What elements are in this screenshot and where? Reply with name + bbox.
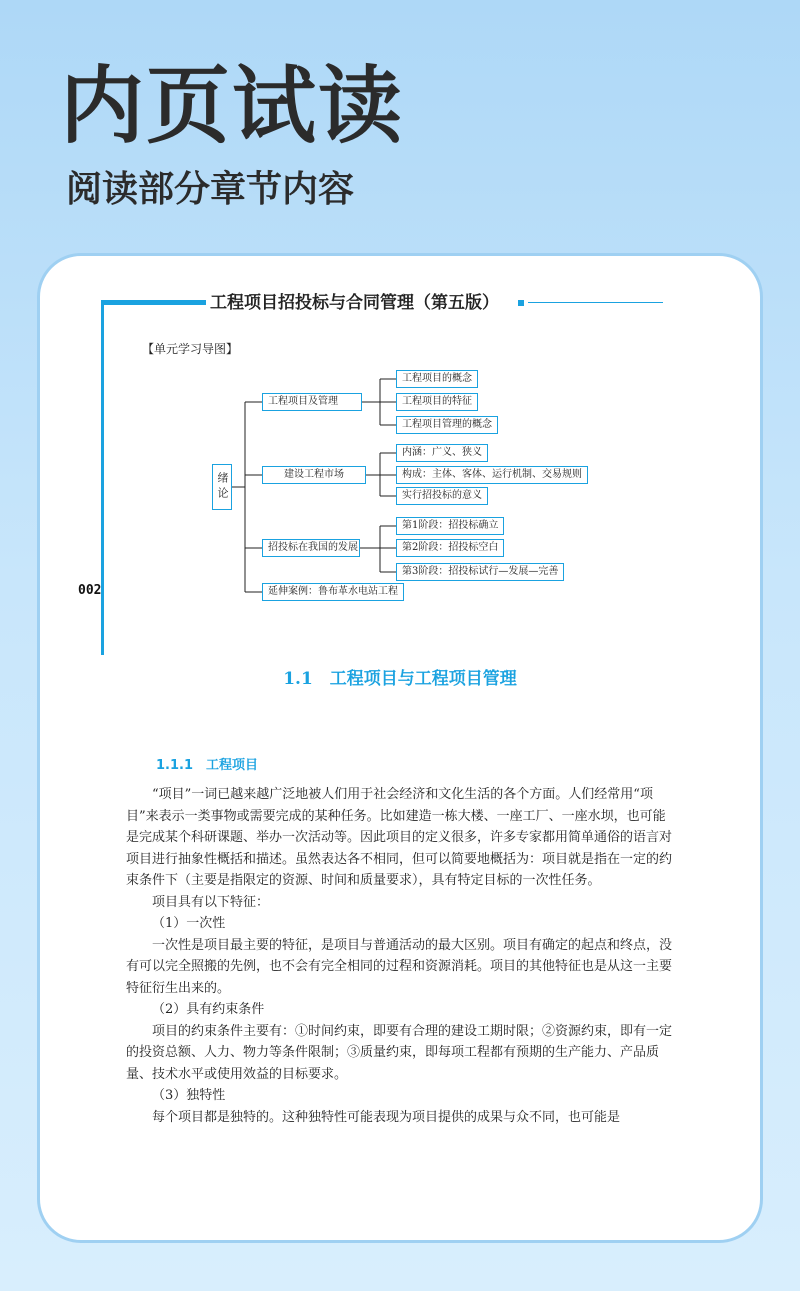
list-heading: （1）一次性 [152,916,226,931]
book-header-title: 工程项目招投标与合同管理（第五版） [210,293,499,313]
header-dot [518,300,524,306]
mindmap-leaf-node: 第2阶段：招投标空白 [396,539,504,557]
header-rule [528,302,663,303]
mindmap-branch-node: 延伸案例：鲁布革水电站工程 [262,583,404,601]
paragraph: 每个项目都是独特的。这种独特性可能表现为项目提供的成果与众不同，也可能是 [152,1109,621,1125]
list-heading: （3）独特性 [152,1088,226,1103]
mindmap-branch-node: 招投标在我国的发展 [262,539,360,557]
paragraph: 项目的约束条件主要有：①时间约束，即要有合理的建设工期时限；②资源约束，即有一定的投资总额、人力、物力等条件限制；③质量约束，即每项工程都有预期的生产能力、产品质量、技术水平或使用效益的目标要求。 [126,1023,673,1082]
hero-title: 内页试读 [60,57,405,155]
paragraph: 一次性是项目最主要的特征，是项目与普通活动的最大区别。项目有确定的起点和终点，没有可以完全照搬的先例，也不会有完全相同的过程和资源消耗。项目的其他特征也是从这一主要特征衍生出来的。 [126,937,673,996]
body-text [126,784,672,1128]
mindmap-leaf-node: 实行招投标的意义 [396,487,488,505]
mindmap-branch-node: 工程项目及管理 [262,393,362,411]
page-number: 002 [78,583,102,598]
mindmap-leaf-node: 工程项目管理的概念 [396,416,498,434]
mindmap-branch-node: 建设工程市场 [262,466,366,484]
header-accent-bar [101,300,206,305]
list-heading: （2）具有约束条件 [152,1002,265,1017]
hero-subtitle: 阅读部分章节内容 [66,169,355,210]
page-margin-rule [101,301,104,655]
mindmap-leaf-node: 第1阶段：招投标确立 [396,517,504,535]
mindmap-leaf-node: 第3阶段：招投标试行—发展—完善 [396,563,564,581]
mindmap-leaf-node: 构成：主体、客体、运行机制、交易规则 [396,466,588,484]
unit-map-label: 【单元学习导图】 [142,342,239,356]
section-title: 1.1 工程项目与工程项目管理 [283,669,517,689]
mindmap-leaf-node: 工程项目的特征 [396,393,478,411]
subsection-title: 1.1.1 工程项目 [156,758,259,773]
mindmap-leaf-node: 工程项目的概念 [396,370,478,388]
mindmap-leaf-node: 内涵：广义、狭义 [396,444,488,462]
paragraph: 项目具有以下特征： [152,894,270,910]
mindmap-root-node: 绪论 [212,464,232,510]
paragraph: “项目”一词已越来越广泛地被人们用于社会经济和文化生活的各个方面。人们经常用“项目”来表示一类事物或需要完成的某种任务。比如建造一栋大楼、一座工厂、一座水坝，也可能是完成某个科研课题、举办一次活动等。因此项目的定义很多，许多专家都用简单通俗的语言对项目进行抽象性概括和描述。虽然表达各不相同，但可以简要地概括为：项目就是指在一定的约束条件下（主要是指限定的资源、时间和质量要求），具有特定目标的一次性任务。 [126,787,673,888]
